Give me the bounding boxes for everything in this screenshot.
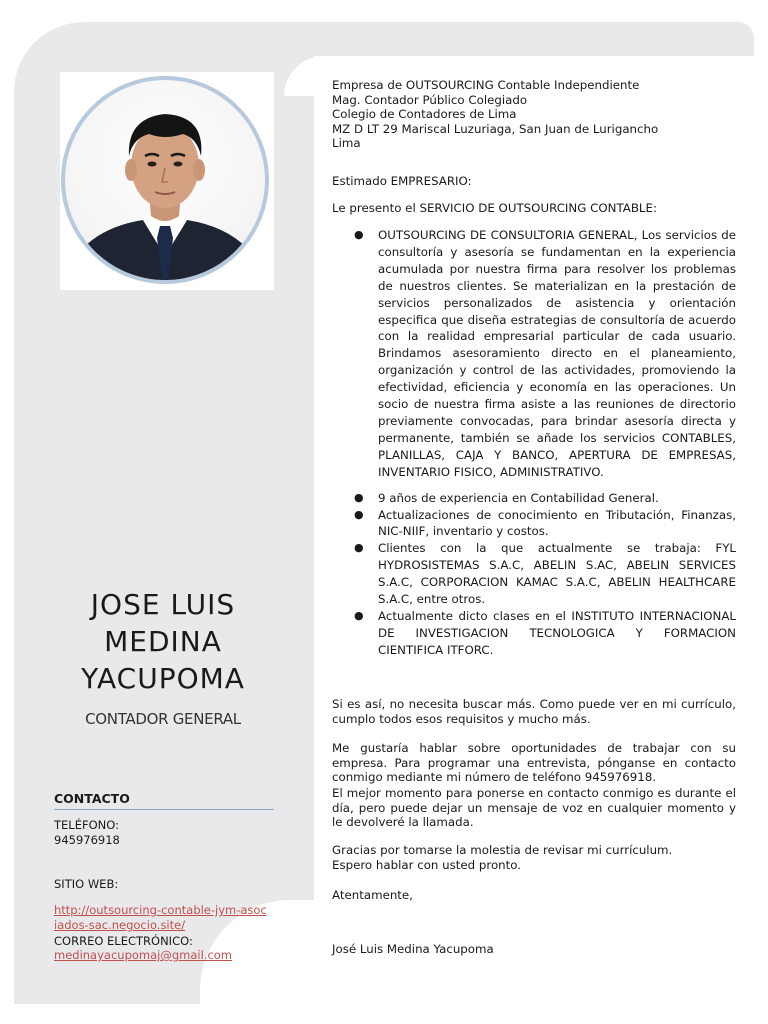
- phone-value: 945976918: [54, 833, 120, 847]
- greeting: Estimado EMPRESARIO:: [332, 174, 472, 188]
- bullet-icon: ●: [354, 608, 364, 622]
- list-item: [354, 507, 736, 541]
- bullet-text: 9 años de experiencia en Contabilidad General.: [378, 490, 659, 505]
- list-item: [354, 540, 736, 608]
- header-line: Lima: [332, 136, 361, 151]
- header-line: MZ D LT 29 Mariscal Luzuriaga, San Juan de Lurigancho: [332, 121, 659, 136]
- paragraph-2: Me gustaría hablar sobre oportunidades de trabajar con su empresa. Para programar una entrevista, pónganse en contacto conmigo mediante mi número de teléfono 945976918.: [332, 741, 736, 785]
- bullet-icon: ●: [354, 541, 364, 555]
- job-title: CONTADOR GENERAL: [85, 710, 241, 728]
- name-line-first: JOSE LUIS: [90, 588, 236, 621]
- top-band: [260, 22, 754, 56]
- phone-label: TELÉFONO:: [54, 818, 119, 832]
- header-line: Mag. Contador Público Colegiado: [332, 92, 528, 107]
- services-list: [354, 227, 736, 659]
- closing: Atentamente,: [332, 888, 413, 902]
- email-link[interactable]: medinayacupomaj@gmail.com: [54, 948, 233, 962]
- intro-line: Le presento el SERVICIO DE OUTSOURCING CONTABLE:: [332, 201, 657, 215]
- website-label: SITIO WEB:: [54, 877, 119, 891]
- bullet-icon: ●: [354, 507, 364, 521]
- contact-heading: CONTACTO: [54, 791, 130, 806]
- candidate-name: [40, 586, 286, 697]
- letter-header: [332, 78, 736, 151]
- bullet-text: Clientes con la que actualmente se trabaja: FYL HYDROSISTEMAS S.A.C, ABELIN S.AC, ABELIN SERVICES S.A.C, CORPORACION KAMAC S.A.C, ABELIN HEALTHCARE S.A.C, entre otros.: [378, 541, 736, 607]
- bullet-icon: ●: [354, 228, 364, 241]
- header-line: Empresa de OUTSOURCING Contable Independiente: [332, 78, 640, 92]
- contact-divider: [54, 809, 274, 810]
- email-label: CORREO ELECTRÓNICO:: [54, 934, 193, 948]
- bullet-text: OUTSOURCING DE CONSULTORIA GENERAL, Los servicios de consultoría y asesoría se fundamentan en la experiencia acumulada por nuestra firma para resolver los problemas de nuestros clientes. Se materializan en la prestación de servicios personalizados de asistencia y orientación especifica que diseña estrategias de consultoría de acuerdo con la realidad empresarial particular de cada usuario. Brindamos asesoramiento directo en el planeamiento, organización y control de las actividades, promoviendo la efectividad, eficiencia y economía en las operaciones. Un socio de nuestra firma asiste a las reuniones de directorio previamente convocadas, para brindar asesoría directa y permanente, también se añade los servicios CONTABLES, PLANILLAS, CAJA Y BANCO, APERTURA DE EMPRESAS, INVENTARIO FISICO, ADMINISTRATIVO.: [378, 228, 736, 479]
- thanks-line-2: Espero hablar con usted pronto.: [332, 858, 522, 872]
- person-portrait-icon: [65, 80, 265, 280]
- bullet-text: Actualmente dicto clases en el INSTITUTO INTERNACIONAL DE INVESTIGACION TECNOLOGICA Y FORMACION CIENTIFICA ITFORC.: [378, 608, 736, 657]
- paragraph-3: El mejor momento para ponerse en contacto conmigo es durante el día, pero puede dejar un mensaje de voz en cualquier momento y le devolveré la llamada.: [332, 786, 736, 830]
- name-line-middle: MEDINA: [104, 625, 222, 658]
- list-item: [354, 608, 736, 659]
- paragraph-1: Si es así, no necesita buscar más. Como puede ver en mi currículo, cumplo todos esos requisitos y mucho más.: [332, 697, 736, 726]
- name-line-last: YACUPOMA: [81, 662, 245, 695]
- profile-photo: [61, 76, 269, 284]
- list-item: [354, 490, 736, 507]
- website-link[interactable]: http://outsourcing-contable-jym-asociados-sac.negocio.site/: [54, 903, 267, 932]
- list-item: [354, 227, 736, 481]
- header-line: Colegio de Contadores de Lima: [332, 107, 517, 122]
- thanks-line-1: Gracias por tomarse la molestia de revisar mi currículum.: [332, 843, 673, 857]
- bullet-text: Actualizaciones de conocimiento en Tributación, Finanzas, NIC-NIIF, inventario y costos.: [378, 507, 736, 539]
- bullet-icon: ●: [354, 490, 364, 504]
- signature: José Luis Medina Yacupoma: [332, 942, 494, 956]
